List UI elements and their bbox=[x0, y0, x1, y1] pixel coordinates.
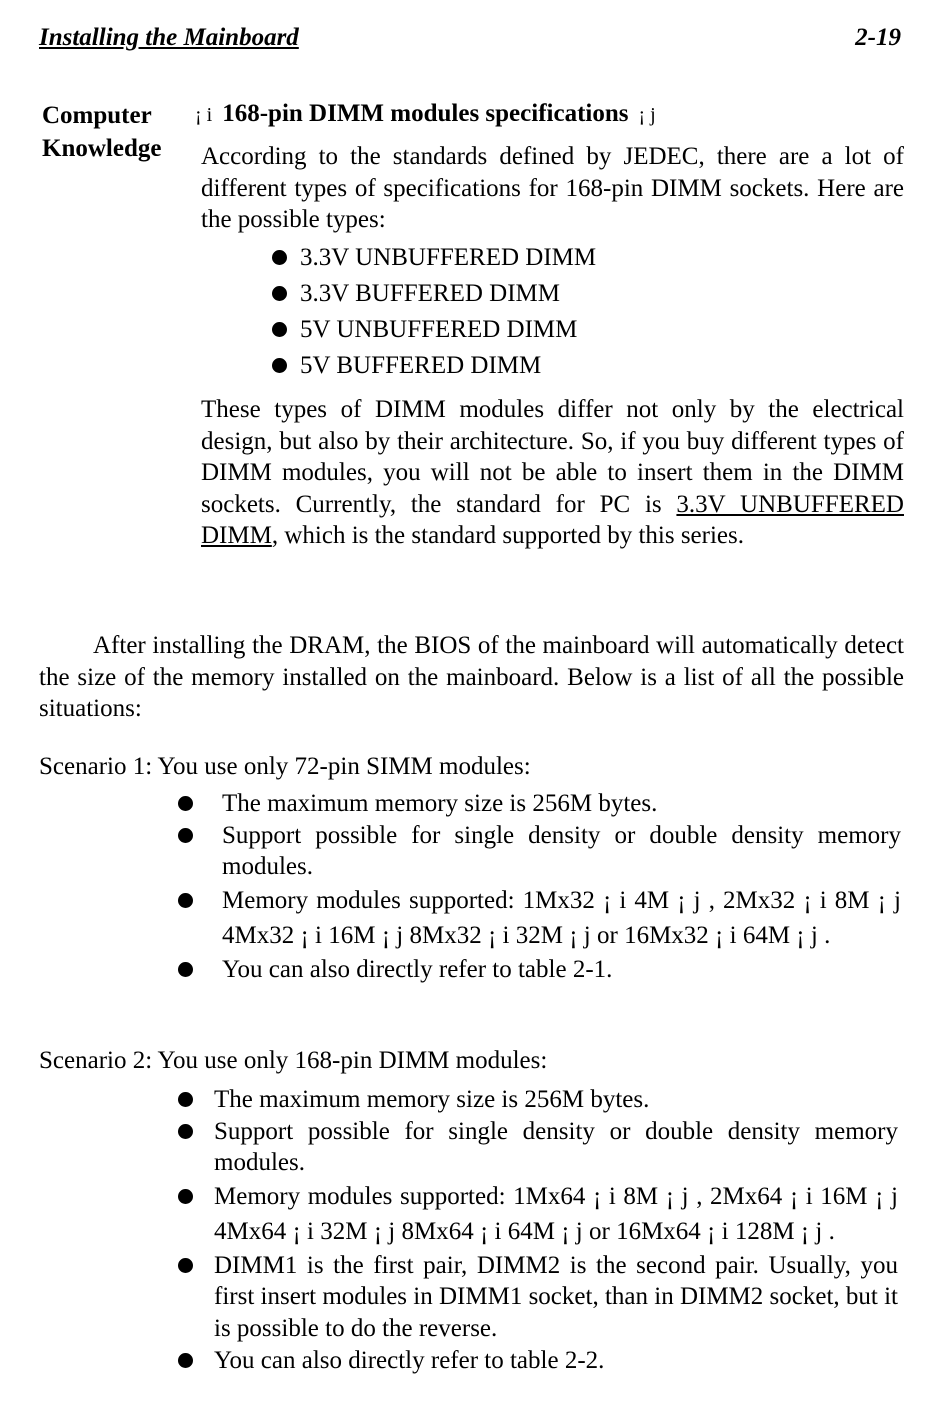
dimm-type-list bbox=[270, 240, 596, 384]
sidebar-label bbox=[42, 99, 161, 165]
dimm-type: 5V UNBUFFERED DIMM bbox=[300, 316, 578, 343]
knowledge-body bbox=[201, 394, 904, 552]
knowledge-title bbox=[185, 100, 666, 128]
bullet-icon bbox=[178, 1124, 193, 1139]
list-item bbox=[176, 788, 901, 820]
bullet-icon bbox=[178, 893, 193, 908]
bullet-icon bbox=[178, 1092, 193, 1107]
title-close-glyph: ¡ j bbox=[638, 104, 656, 126]
scenario2-list bbox=[176, 1084, 898, 1376]
scenario1-list bbox=[176, 788, 901, 985]
bullet-icon bbox=[272, 358, 287, 373]
list-item bbox=[176, 820, 901, 883]
dimm-type: 5V BUFFERED DIMM bbox=[300, 352, 542, 379]
bullet-icon bbox=[178, 962, 193, 977]
intro-paragraph: After installing the DRAM, the BIOS of the mainboard will automatically detect the size of the memory installed on the mainboard. Below is a list of all the possible situations: bbox=[39, 632, 904, 723]
list-item-text: Support possible for single density or double density memory modules. bbox=[214, 1117, 898, 1177]
bullet-icon bbox=[178, 1258, 193, 1273]
bullet-icon bbox=[178, 828, 193, 843]
list-item bbox=[270, 348, 596, 384]
knowledge-body-pre: These types of DIMM modules differ not only by the electrical design, but also by their architecture. So, if you buy different types of DIMM modules, you will not be able to insert them in the DIMM sockets. Currently, the standard for PC is bbox=[201, 396, 904, 518]
list-item bbox=[176, 1084, 898, 1116]
list-item bbox=[270, 312, 596, 348]
list-item bbox=[176, 883, 901, 954]
bullet-icon bbox=[272, 286, 287, 301]
bullet-icon bbox=[272, 322, 287, 337]
list-item-text: The maximum memory size is 256M bytes. bbox=[222, 790, 658, 817]
list-item bbox=[176, 1345, 898, 1377]
title-open-glyph: ¡ i bbox=[195, 104, 213, 126]
list-item-text: Memory modules supported: 1Mx32 ¡ i 4M ¡ j , 2Mx32 ¡ i 8M ¡ j 4Mx32 ¡ i 16M ¡ j 8Mx32 ¡ i 32M ¡ j or 16Mx32 ¡ i 64M ¡ j . bbox=[222, 886, 901, 950]
knowledge-title-text: 168-pin DIMM modules specifications bbox=[222, 100, 629, 127]
sidebar-label-line2: Knowledge bbox=[42, 135, 162, 162]
list-item bbox=[176, 1179, 898, 1250]
list-item bbox=[270, 240, 596, 276]
scenario1-heading: Scenario 1: You use only 72-pin SIMM modules: bbox=[39, 753, 531, 780]
running-header-title: Installing the Mainboard bbox=[39, 24, 299, 51]
list-item bbox=[176, 1116, 898, 1179]
scenario2-heading: Scenario 2: You use only 168-pin DIMM modules: bbox=[39, 1047, 548, 1074]
list-item-text: The maximum memory size is 256M bytes. bbox=[214, 1086, 650, 1113]
list-item-text: You can also directly refer to table 2-2. bbox=[214, 1346, 605, 1374]
bullet-icon bbox=[178, 796, 193, 811]
list-item bbox=[176, 954, 901, 986]
knowledge-intro: According to the standards defined by JEDEC, there are a lot of different types of specifications for 168-pin DIMM sockets. Here are the possible types: bbox=[201, 143, 904, 234]
bullet-icon bbox=[178, 1189, 193, 1204]
list-item bbox=[176, 1250, 898, 1345]
knowledge-body-post: , which is the standard supported by this series. bbox=[271, 522, 744, 550]
dimm-type: 3.3V UNBUFFERED DIMM bbox=[300, 244, 597, 271]
sidebar-label-line1: Computer bbox=[42, 102, 152, 129]
list-item bbox=[270, 276, 596, 312]
dimm-type: 3.3V BUFFERED DIMM bbox=[300, 280, 560, 307]
knowledge-body-underline: 3.3V UNBUFFERED DIMM bbox=[201, 490, 904, 550]
list-item-text: You can also directly refer to table 2-1. bbox=[222, 955, 613, 983]
page-number: 2-19 bbox=[855, 24, 901, 51]
list-item-text: Memory modules supported: 1Mx64 ¡ i 8M ¡ j , 2Mx64 ¡ i 16M ¡ j 4Mx64 ¡ i 32M ¡ j 8Mx64 ¡ i 64M ¡ j or 16Mx64 ¡ i 128M ¡ j . bbox=[214, 1182, 898, 1246]
bullet-icon bbox=[178, 1353, 193, 1368]
list-item-text: DIMM1 is the first pair, DIMM2 is the second pair. Usually, you first insert modules in DIMM1 socket, than in DIMM2 socket, but it is possible to do the reverse. bbox=[214, 1251, 898, 1342]
bullet-icon bbox=[272, 250, 287, 265]
list-item-text: Support possible for single density or double density memory modules. bbox=[222, 821, 901, 881]
